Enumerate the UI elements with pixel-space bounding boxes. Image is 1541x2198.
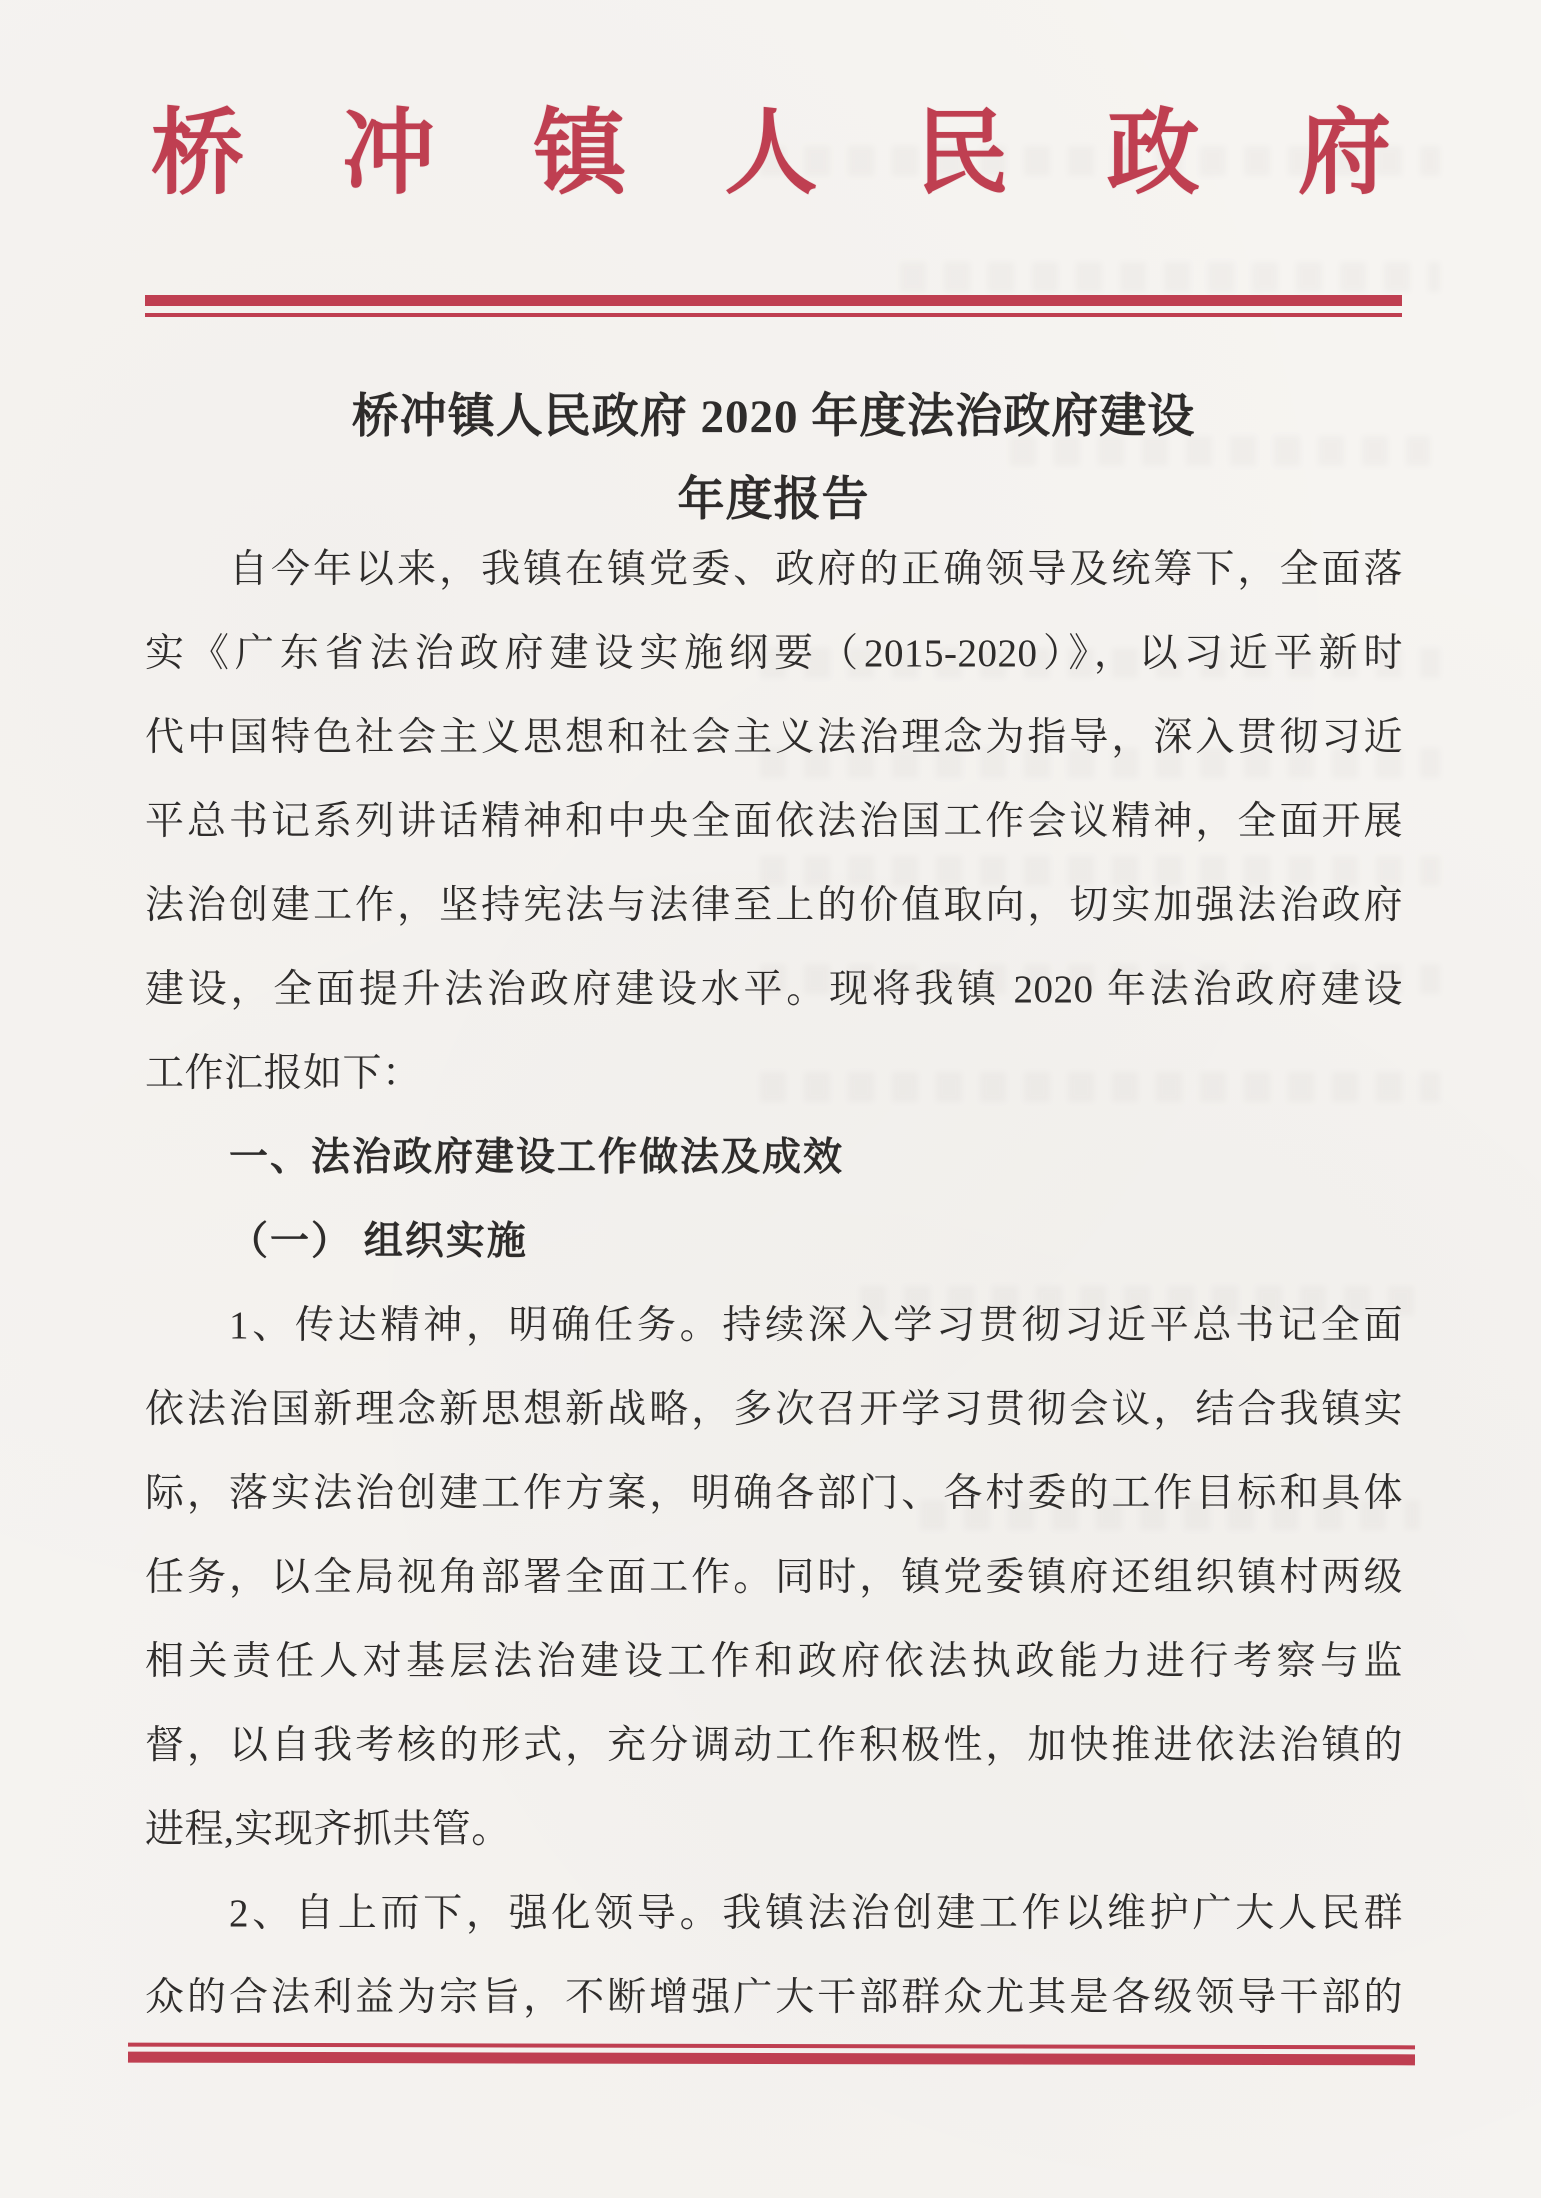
letterhead-char: 府: [1297, 103, 1391, 206]
body-line: 督，以自我考核的形式，充分调动工作积极性，加快推进依法治镇的: [145, 1724, 1403, 1767]
letterhead-char: 桥: [151, 103, 244, 206]
document-title: [145, 376, 1402, 542]
letterhead-char: 镇: [533, 103, 627, 206]
body-line: 进程,实现齐抓共管。: [145, 1808, 511, 1851]
document-body: [145, 528, 1403, 2040]
body-line: 实《广东省法治政府建设实施纲要（2015-2020）》，以习近平新时: [145, 632, 1403, 675]
letterhead-divider-rule: [145, 295, 1402, 317]
body-line: 代中国特色社会主义思想和社会主义法治理念为指导，深入贯彻习近: [145, 716, 1403, 759]
letterhead-organization-name: [151, 103, 1391, 206]
body-line: 建设，全面提升法治政府建设水平。现将我镇 2020 年法治政府建设: [145, 968, 1403, 1011]
body-line: 法治创建工作，坚持宪法与法律至上的价值取向，切实加强法治政府: [145, 884, 1403, 927]
letterhead-char: 人: [724, 103, 818, 206]
letterhead-char: 政: [1106, 103, 1200, 206]
scan-bleed-artifact: [900, 262, 1440, 292]
body-line: 自今年以来，我镇在镇党委、政府的正确领导及统筹下，全面落: [229, 548, 1403, 591]
body-line: 相关责任人对基层法治建设工作和政府依法执政能力进行考察与监: [145, 1640, 1403, 1683]
body-line: 平总书记系列讲话精神和中央全面依法治国工作会议精神，全面开展: [145, 800, 1403, 843]
body-heading-line: （一） 组织实施: [229, 1220, 528, 1263]
body-line: 际，落实法治创建工作方案，明确各部门、各村委的工作目标和具体: [145, 1472, 1403, 1515]
document-title-line1: 桥冲镇人民政府 2020 年度法治政府建设: [351, 391, 1196, 443]
divider-thick-bar: [145, 295, 1402, 306]
divider-thin-bar: [145, 313, 1402, 317]
document-title-line2: 年度报告: [677, 474, 870, 526]
body-line: 众的合法利益为宗旨，不断增强广大干部群众尤其是各级领导干部的: [145, 1976, 1403, 2019]
body-line: 依法治国新理念新思想新战略，多次召开学习贯彻会议，结合我镇实: [145, 1388, 1403, 1431]
body-line: 2、自上而下，强化领导。我镇法治创建工作以维护广大人民群: [229, 1892, 1403, 1935]
letterhead-char: 冲: [342, 103, 436, 206]
letterhead-char: 民: [915, 103, 1009, 206]
body-heading-line: 一、法治政府建设工作做法及成效: [229, 1136, 845, 1179]
body-line: 工作汇报如下：: [145, 1052, 422, 1095]
body-line: 任务，以全局视角部署全面工作。同时，镇党委镇府还组织镇村两级: [145, 1556, 1403, 1599]
footer-divider-rule: [128, 2043, 1415, 2066]
divider-thick-bar: [128, 2052, 1415, 2066]
body-line: 1、传达精神，明确任务。持续深入学习贯彻习近平总书记全面: [229, 1304, 1403, 1347]
